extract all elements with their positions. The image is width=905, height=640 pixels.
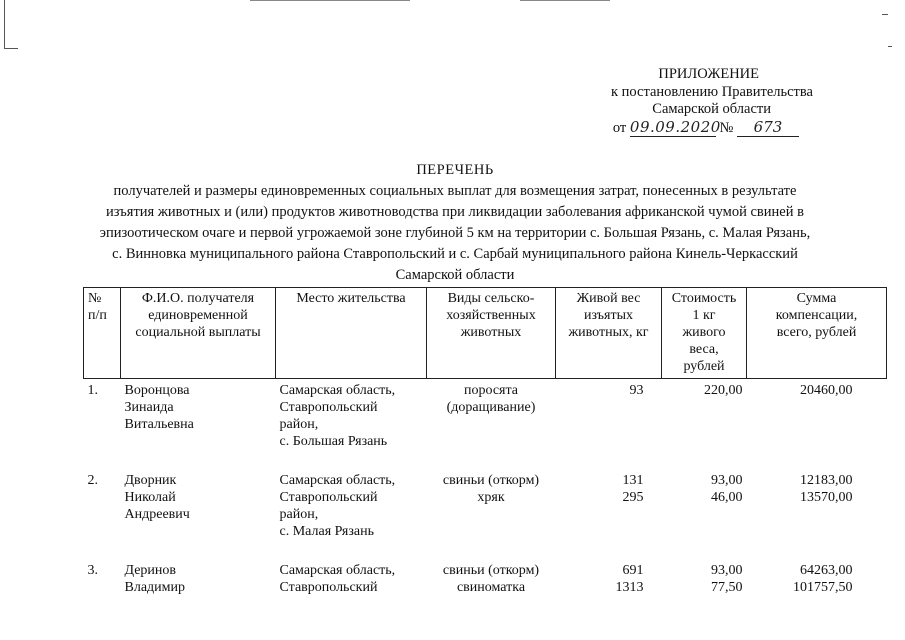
row-price: 93,00 46,00 (711, 473, 743, 505)
heading-line-2: изъятия животных и (или) продуктов животноводства при ликвидации заболевания африканской чумой свиней в (106, 204, 804, 220)
heading-line-5: Самарской области (395, 267, 515, 283)
row-kind: поросята (доращивание) (446, 383, 536, 415)
list-title: ПЕРЕЧЕНЬ (416, 162, 494, 178)
appendix-date-number-row (573, 119, 813, 138)
appendix-resolution-line: к постановлению Правительства (611, 83, 813, 100)
handwritten-number: 673 (737, 119, 799, 138)
date-prefix: от (612, 119, 627, 136)
row-weight: 691 1313 (615, 563, 644, 595)
scan-artifact-right-2 (888, 46, 892, 47)
heading-line-4: с. Винновка муниципального района Ставропольский и с. Сарбай муниципального района Кинель-Черкасский (112, 246, 798, 262)
row-fio: Дворник Николай Андреевич (124, 473, 190, 522)
header-place: Место жительства (276, 288, 427, 379)
row-num: 1. (87, 383, 98, 398)
header-kind: Виды сельско- хозяйственных животных (427, 288, 556, 379)
list-heading (60, 160, 850, 286)
table-row (84, 472, 887, 562)
row-price: 220,00 (704, 383, 743, 398)
table-header-row (84, 288, 887, 379)
header-num: № п/п (84, 288, 121, 379)
table-row (84, 562, 887, 618)
row-place: Самарская область, Ставропольский район, с. Малая Рязань (279, 473, 396, 539)
row-sum: 12183,00 13570,00 (800, 473, 853, 505)
scan-artifact-left (4, 0, 5, 48)
scan-artifact-top-2 (520, 0, 610, 1)
row-sum: 20460,00 (800, 383, 853, 398)
row-place: Самарская область, Ставропольский район, с. Большая Рязань (279, 383, 396, 449)
appendix-block (573, 66, 813, 137)
appendix-title: ПРИЛОЖЕНИЕ (658, 66, 759, 82)
row-fio: Воронцова Зинаида Витальевна (124, 383, 194, 432)
scan-artifact-left-tick (4, 48, 18, 49)
header-sum: Сумма компенсации, всего, рублей (747, 288, 887, 379)
appendix-region-line: Самарской области (652, 101, 771, 117)
row-num: 2. (87, 473, 98, 488)
header-weight: Живой вес изъятых животных, кг (556, 288, 662, 379)
row-price: 93,00 77,50 (711, 563, 743, 595)
row-kind: свиньи (откорм) свиноматка (442, 563, 540, 595)
header-price: Стоимость 1 кг живого веса, рублей (662, 288, 747, 379)
row-sum: 64263,00 101757,50 (793, 563, 853, 595)
scan-artifact-right (882, 14, 888, 15)
number-prefix: № (719, 119, 734, 136)
header-fio: Ф.И.О. получателя единовременной социальной выплаты (121, 288, 276, 379)
row-fio: Деринов Владимир (124, 563, 186, 595)
row-weight: 131 295 (622, 473, 644, 505)
handwritten-date: 09.09.2020 (629, 117, 721, 136)
scan-artifact-top (250, 0, 410, 1)
row-kind: свиньи (откорм) хряк (442, 473, 540, 505)
row-weight: 93 (629, 383, 644, 398)
heading-line-3: эпизоотическом очаге и первой угрожаемой зоне глубиной 5 км на территории с. Большая Рязань, с. Малая Рязань, (99, 225, 811, 241)
table-row (84, 379, 887, 473)
recipients-table (83, 287, 887, 618)
heading-line-1: получателей и размеры единовременных социальных выплат для возмещения затрат, понесенных в результате (113, 183, 797, 199)
row-num: 3. (87, 563, 98, 578)
row-place: Самарская область, Ставропольский (279, 563, 396, 595)
